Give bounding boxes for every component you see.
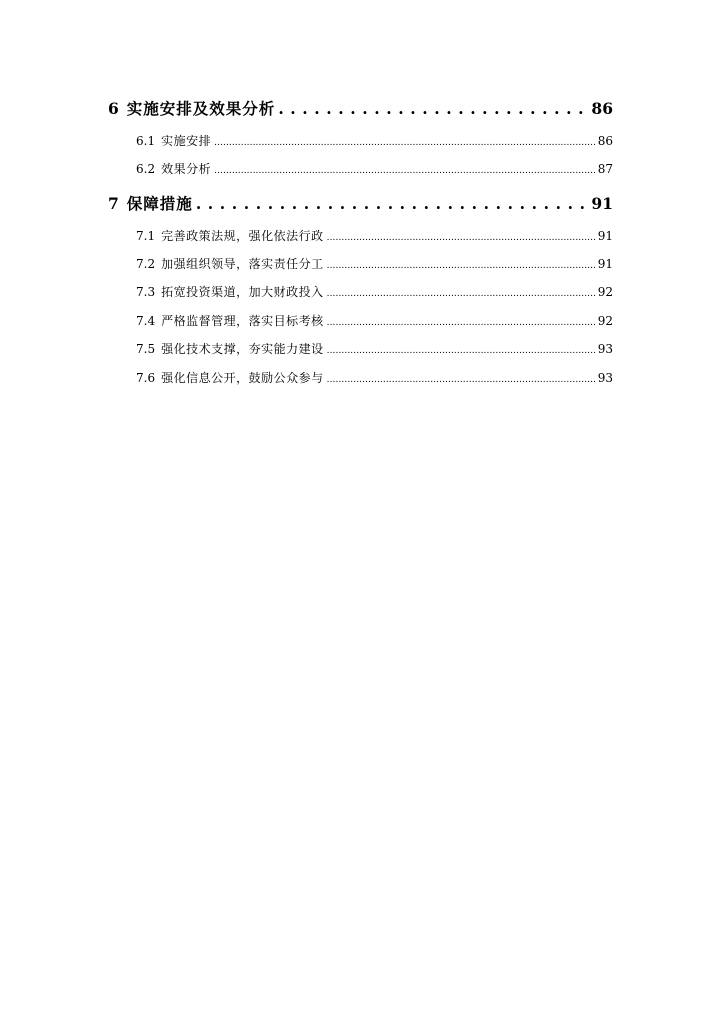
page-number: 91 — [591, 194, 613, 213]
section-title: 完善政策法规，强化依法行政 — [161, 229, 324, 243]
dot-leader — [327, 314, 595, 328]
toc-section-6-1[interactable] — [136, 132, 613, 149]
section-number: 7.2 — [136, 257, 156, 271]
page-number: 87 — [597, 162, 613, 176]
toc-chapter-7[interactable] — [108, 192, 613, 214]
dot-leader — [196, 194, 589, 213]
chapter-title: 实施安排及效果分析 — [126, 99, 276, 118]
section-number: 7.3 — [136, 285, 156, 299]
toc-section-7-3[interactable] — [136, 283, 613, 300]
section-number: 6.1 — [136, 134, 156, 148]
dot-leader — [278, 99, 588, 118]
toc-section-7-5[interactable] — [136, 340, 613, 357]
section-number: 7.1 — [136, 229, 156, 243]
section-title: 强化信息公开，鼓励公众参与 — [161, 371, 324, 385]
section-title: 严格监督管理，落实目标考核 — [161, 314, 324, 328]
page-number: 93 — [597, 342, 613, 356]
toc-section-7-2[interactable] — [136, 255, 613, 272]
toc-section-7-4[interactable] — [136, 312, 613, 329]
page-number: 91 — [597, 257, 613, 271]
page-number: 91 — [597, 229, 613, 243]
toc-section-7-1[interactable] — [136, 227, 613, 244]
dot-leader — [327, 285, 595, 299]
chapter-number: 6 — [108, 99, 119, 118]
toc-chapter-6[interactable] — [108, 97, 613, 119]
chapter-title: 保障措施 — [126, 194, 193, 213]
section-title: 强化技术支撑，夯实能力建设 — [161, 342, 324, 356]
section-number: 7.4 — [136, 314, 156, 328]
page-number: 93 — [597, 371, 613, 385]
dot-leader — [214, 134, 595, 148]
dot-leader — [327, 229, 595, 243]
section-title: 拓宽投资渠道，加大财政投入 — [161, 285, 324, 299]
section-title: 加强组织领导，落实责任分工 — [161, 257, 324, 271]
page-number: 86 — [591, 99, 613, 118]
page-number: 92 — [597, 314, 613, 328]
page-number: 86 — [597, 134, 613, 148]
section-title: 效果分析 — [161, 162, 212, 176]
page-number: 92 — [597, 285, 613, 299]
chapter-number: 7 — [108, 194, 119, 213]
section-title: 实施安排 — [161, 134, 212, 148]
dot-leader — [327, 371, 595, 385]
dot-leader — [214, 162, 595, 176]
section-number: 7.5 — [136, 342, 156, 356]
dot-leader — [327, 342, 595, 356]
section-number: 6.2 — [136, 162, 156, 176]
section-number: 7.6 — [136, 371, 156, 385]
toc-section-7-6[interactable] — [136, 369, 613, 386]
dot-leader — [327, 257, 595, 271]
toc-section-6-2[interactable] — [136, 160, 613, 177]
